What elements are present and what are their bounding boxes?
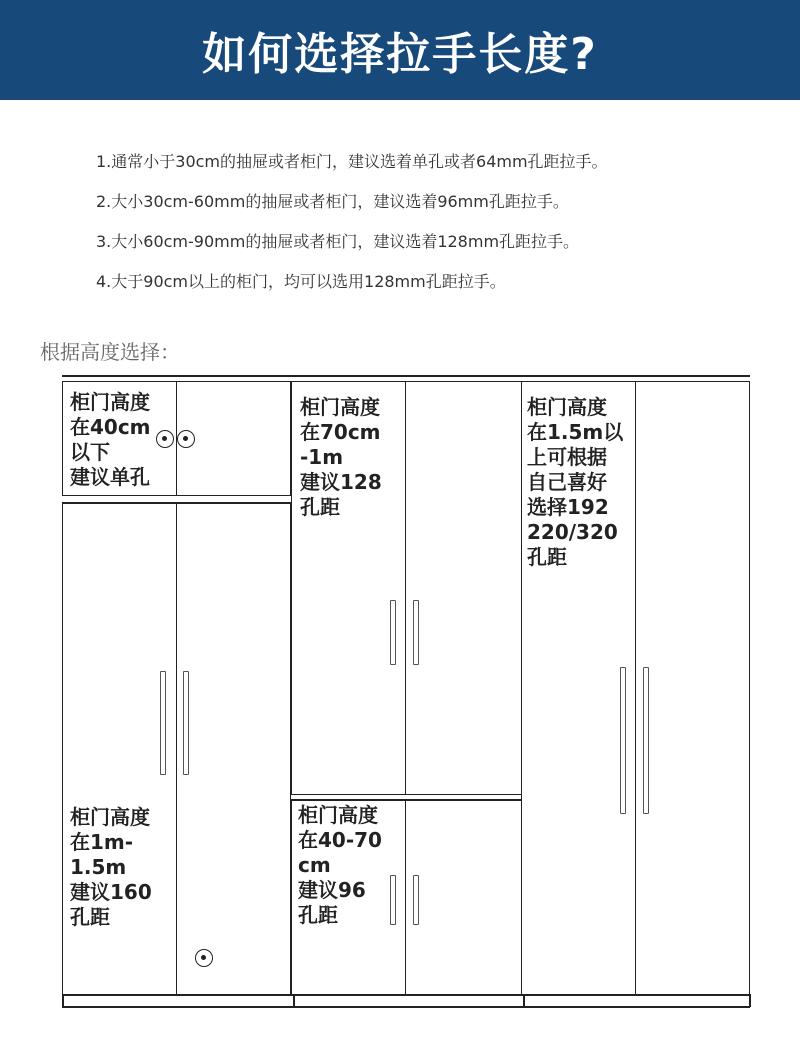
door-handle [413,600,419,665]
door-handle [413,875,419,925]
base-post [293,994,295,1007]
knob-icon [195,949,213,967]
cabinet-door-mid-upper-right [405,381,522,795]
base-post [62,994,64,1007]
rule-item: 2.大小30cm-60mm的抽屉或者柜门，建议选着96mm孔距拉手。 [96,192,569,211]
cabinet-door-right-right [635,381,750,995]
note-40-70cm: 柜门高度 在40-70 cm 建议96 孔距 [298,803,382,927]
base-post [749,994,751,1007]
door-handle [643,667,649,814]
rules-list [96,148,776,308]
rule-item: 4.大于90cm以上的柜门，均可以选用128mm孔距拉手。 [96,272,506,291]
page-title: 如何选择拉手长度? [202,29,598,80]
base-rail-bottom [62,1006,750,1008]
note-1m-1-5m: 柜门高度 在1m- 1.5m 建议160 孔距 [70,805,152,929]
door-handle [160,671,166,775]
title-banner [0,0,800,100]
note-70cm-1m: 柜门高度 在70cm -1m 建议128 孔距 [300,395,382,519]
cabinet-door-tall-right [176,503,291,995]
knob-icon [177,430,195,448]
door-handle [183,671,189,775]
rule-item: 1.通常小于30cm的抽屉或者柜门，建议选着单孔或者64mm孔距拉手。 [96,152,608,171]
door-handle [390,600,396,665]
section-label: 根据高度选择： [40,340,180,364]
door-handle [620,667,626,814]
base-post [523,994,525,1007]
top-rail [62,375,750,377]
note-under-40cm: 柜门高度 在40cm 以下 建议单孔 [70,390,151,489]
note-over-1-5m: 柜门高度 在1.5m以 上可根据 自己喜好 选择192 220/320 孔距 [527,395,624,569]
cabinet-door-mid-lower-right [405,800,522,995]
rule-item: 3.大小60cm-90mm的抽屉或者柜门，建议选着128mm孔距拉手。 [96,232,580,251]
